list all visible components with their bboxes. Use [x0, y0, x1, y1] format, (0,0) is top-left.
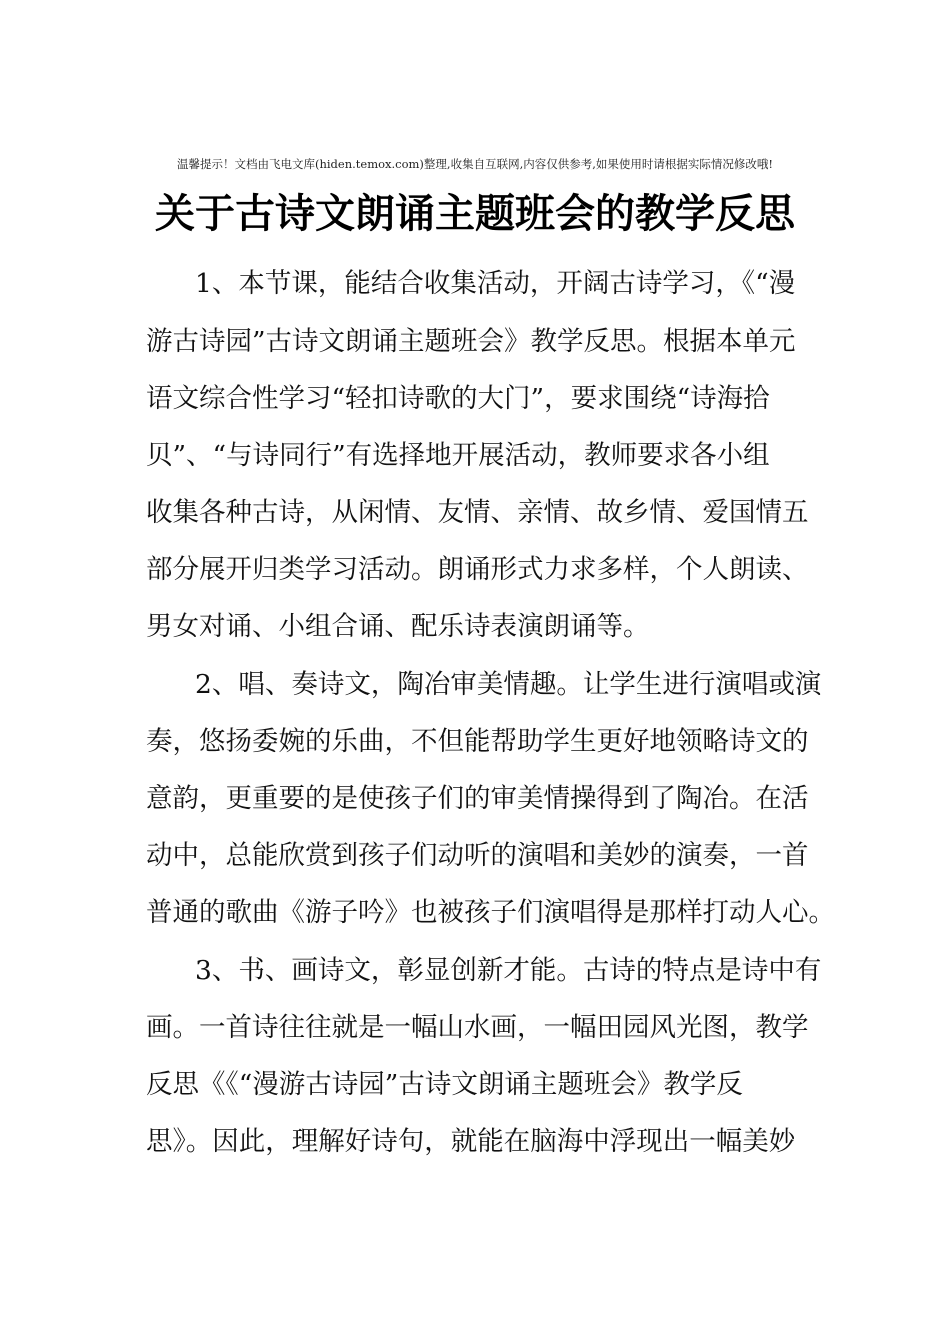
paragraph-1-line-7: 男女对诵、小组合诵、配乐诗表演朗诵等。 [146, 611, 650, 642]
paragraph-3-line-4: 思》。因此，理解好诗句，就能在脑海中浮现出一幅美妙 [146, 1126, 796, 1157]
paragraph-1-line-6: 部分展开归类学习活动。朗诵形式力求多样，个人朗读、 [146, 554, 809, 585]
paragraph-2-line-3: 意韵，更重要的是使孩子们的审美情操得到了陶冶。在活 [146, 783, 809, 814]
paragraph-3-line-2: 画。一首诗往往就是一幅山水画，一幅田园风光图，教学 [146, 1012, 809, 1043]
paragraph-1-line-2: 游古诗园”古诗文朗诵主题班会》教学反思。根据本单元 [146, 326, 796, 357]
paragraph-2-line-1: 2、唱、奏诗文，陶冶审美情趣。让学生进行演唱或演 [195, 669, 822, 700]
paragraph-1-line-1: 1、本节课，能结合收集活动，开阔古诗学习，《“漫 [195, 268, 796, 299]
paragraph-2-line-4: 动中，总能欣赏到孩子们动听的演唱和美妙的演奏，一首 [146, 840, 809, 871]
paragraph-1-line-5: 收集各种古诗，从闲情、友情、亲情、故乡情、爱国情五 [146, 497, 809, 528]
paragraph-2-line-2: 奏，悠扬委婉的乐曲，不但能帮助学生更好地领略诗文的 [146, 726, 809, 757]
header-notice: 温馨提示！文档由飞电文库(hiden.temox.com)整理,收集自互联网,内容仅供参考,如果使用时请根据实际情况修改哦! [176, 157, 774, 171]
paragraph-2-line-5: 普通的歌曲《游子吟》也被孩子们演唱得是那样打动人心。 [146, 897, 835, 928]
document-title: 关于古诗文朗诵主题班会的教学反思 [155, 190, 795, 237]
paragraph-3-line-1: 3、书、画诗文，彰显创新才能。古诗的特点是诗中有 [195, 955, 822, 986]
paragraph-3-line-3: 反思《《“漫游古诗园”古诗文朗诵主题班会》教学反 [146, 1069, 743, 1100]
paragraph-1-line-4: 贝”、“与诗同行”有选择地开展活动，教师要求各小组 [146, 440, 770, 471]
paragraph-1-line-3: 语文综合性学习“轻扣诗歌的大门”，要求围绕“诗海拾 [146, 383, 770, 414]
